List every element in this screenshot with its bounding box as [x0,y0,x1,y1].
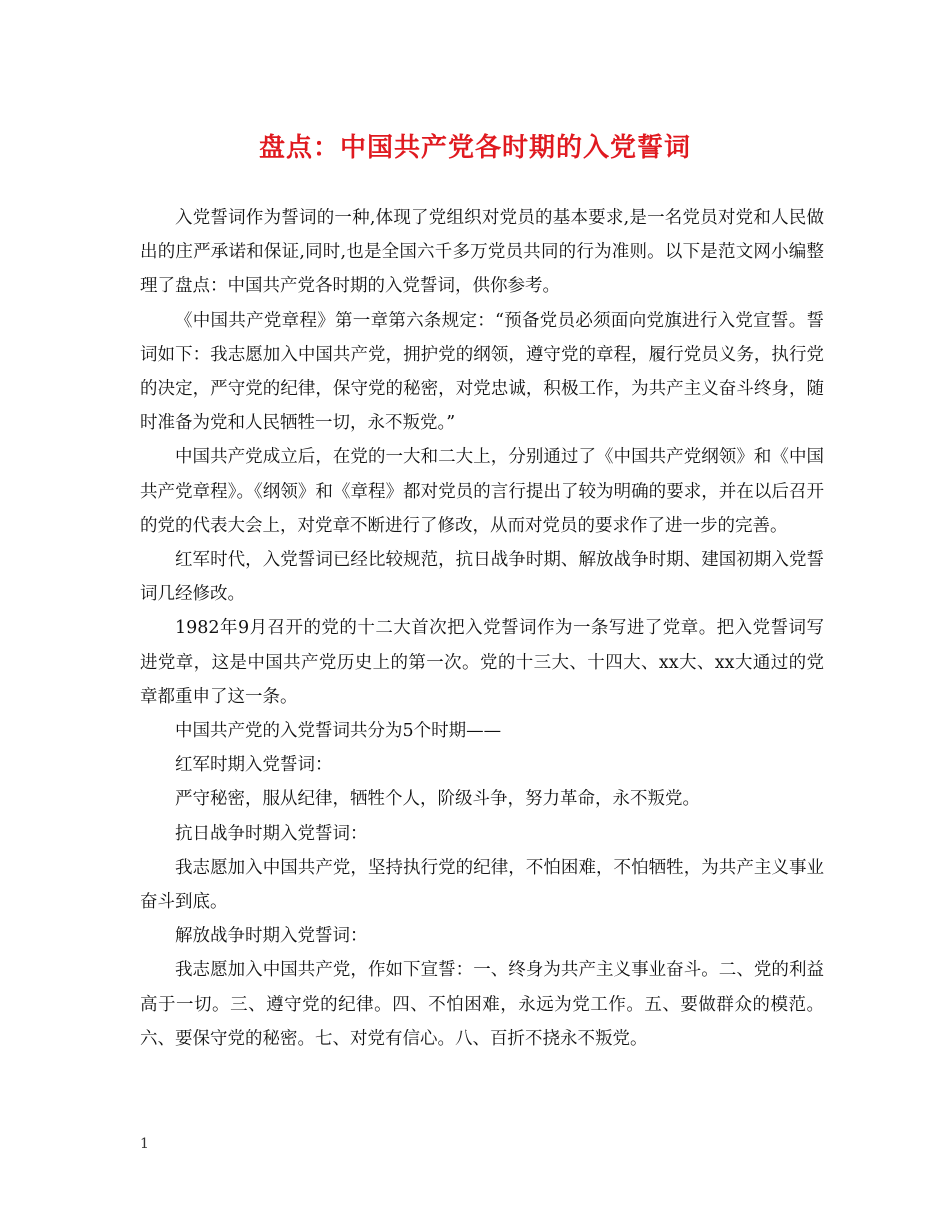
heading-liberation-war-oath: 解放战争时期入党誓词： [175,926,368,947]
oath-anti-japanese: 我志愿加入中国共产党，坚持执行党的纪律，不怕困难，不怕牺牲，为共产主义事业奋斗到底。 [140,857,824,913]
paragraph-party-constitution-oath: 《中国共产党章程》第一章第六条规定：“预备党员必须面向党旗进行入党宣誓。誓词如下：我志愿加入中国共产党，拥护党的纲领，遵守党的章程，履行党员义务，执行党的决定，严守党的纪律，保守党的秘密，对党忠诚，积极工作，为共产主义奋斗终身，随时准备为党和人民牺牲一切，永不叛党。” [140,310,824,434]
paragraph-founding-history: 中国共产党成立后，在党的一大和二大上，分别通过了《中国共产党纲领》和《中国共产党章程》。《纲领》和《章程》都对党员的言行提出了较为明确的要求，并在以后召开的党的代表大会上，对党章不断进行了修改，从而对党员的要求作了进一步的完善。 [140,447,824,536]
page-number: 1 [140,1136,149,1152]
oath-liberation-war: 我志愿加入中国共产党，作如下宣誓：一、终身为共产主义事业奋斗。二、党的利益高于一切。三、遵守党的纪律。四、不怕困难，永远为党工作。五、要做群众的模范。六、要保守党的秘密。七、对党有信心。八、百折不挠永不叛党。 [140,960,824,1049]
oath-red-army: 严守秘密，服从纪律，牺牲个人，阶级斗争，努力革命，永不叛党。 [175,789,700,810]
paragraph-red-army-era: 红军时代，入党誓词已经比较规范，抗日战争时期、解放战争时期、建国初期入党誓词几经修改。 [140,550,824,605]
paragraph-five-periods: 中国共产党的入党誓词共分为5个时期—— [175,721,502,742]
paragraph-intro: 入党誓词作为誓词的一种,体现了党组织对党员的基本要求,是一名党员对党和人民做出的庄严承诺和保证,同时,也是全国六千多万党员共同的行为准则。以下是范文网小编整理了盘点：中国共产党各时期的入党誓词，供你参考。 [140,208,824,297]
heading-red-army-oath: 红军时期入党誓词： [175,755,333,776]
document-body [140,201,824,1056]
page-title: 盘点：中国共产党各时期的入党誓词 [258,133,691,163]
paragraph-1982-congress: 1982年9月召开的党的十二大首次把入党誓词作为一条写进了党章。把入党誓词写进党章，这是中国共产党历史上的第一次。党的十三大、十四大、xx大、xx大通过的党章都重申了这一条。 [140,618,824,707]
heading-anti-japanese-oath: 抗日战争时期入党誓词： [175,823,368,844]
